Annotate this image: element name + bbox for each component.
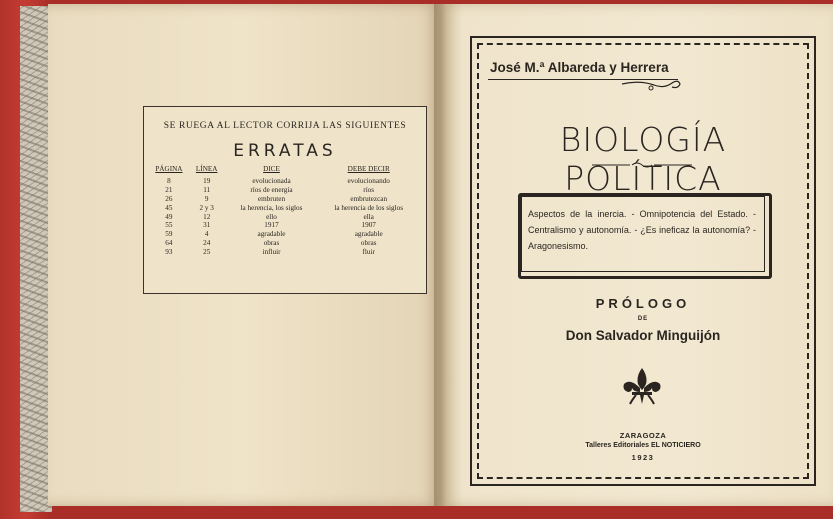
cell-dice: embruten bbox=[257, 194, 286, 203]
cell-pagina: 8 bbox=[167, 176, 171, 185]
fleur-de-lis-icon bbox=[620, 366, 664, 406]
cell-dice: evolucionada bbox=[252, 176, 291, 185]
cell-dice: obras bbox=[263, 239, 280, 248]
publisher-name: Talleres Editoriales EL NOTICIERO bbox=[585, 442, 701, 449]
cell-pagina: 45 bbox=[165, 203, 173, 212]
flourish-ornament bbox=[620, 76, 682, 94]
table-row bbox=[150, 239, 420, 248]
cell-pagina: 26 bbox=[165, 194, 173, 203]
cell-linea: 11 bbox=[203, 185, 211, 194]
cell-pagina: 93 bbox=[165, 248, 173, 257]
cell-dice: la herencia, los siglos bbox=[240, 203, 303, 212]
cell-dice: 1917 bbox=[264, 221, 279, 230]
cell-debe-decir: fluir bbox=[362, 248, 375, 257]
errata-table bbox=[150, 165, 420, 257]
col-header-debe-decir: DEBE DECIR bbox=[347, 165, 390, 173]
cell-pagina: 21 bbox=[165, 185, 173, 194]
book-title: BIOLOGÍA POLÍTICA bbox=[559, 120, 727, 198]
col-header-pagina: PÁGINA bbox=[155, 165, 183, 173]
cell-linea: 12 bbox=[203, 212, 211, 221]
table-row bbox=[150, 230, 420, 239]
cell-pagina: 59 bbox=[165, 230, 173, 239]
table-row bbox=[150, 186, 420, 195]
cell-debe-decir: agradable bbox=[354, 230, 383, 239]
book-gutter bbox=[434, 4, 446, 506]
cell-linea: 2 y 3 bbox=[199, 203, 214, 212]
prologue-label: PRÓLOGO bbox=[595, 296, 691, 311]
table-row bbox=[150, 195, 420, 204]
cell-linea: 9 bbox=[204, 194, 209, 203]
cell-linea: 24 bbox=[203, 239, 211, 248]
cell-pagina: 49 bbox=[165, 212, 173, 221]
errata-intro: SE RUEGA AL LECTOR CORRIJA LAS SIGUIENTES bbox=[163, 121, 407, 131]
errata-header-row bbox=[150, 165, 420, 177]
cell-debe-decir: 1907 bbox=[361, 221, 376, 230]
table-row bbox=[150, 248, 420, 257]
table-row bbox=[150, 221, 420, 230]
cell-linea: 31 bbox=[203, 221, 211, 230]
prologue-by: DE bbox=[637, 316, 649, 322]
cell-dice: influir bbox=[262, 248, 281, 257]
errata-slip bbox=[143, 106, 427, 294]
col-header-linea: LÍNEA bbox=[195, 165, 218, 173]
cell-debe-decir: embrutezcan bbox=[350, 194, 388, 203]
table-row bbox=[150, 204, 420, 213]
cell-debe-decir: ríos bbox=[363, 185, 375, 194]
contents-summary: Aspectos de la inercia. - Omnipotencia del Estado. - Centralismo y autonomía. - ¿Es ineficaz la autonomía? - Aragonesismo. bbox=[528, 209, 756, 251]
cell-linea: 19 bbox=[203, 176, 211, 185]
cell-dice: ello bbox=[266, 212, 277, 221]
cell-pagina: 55 bbox=[165, 221, 173, 230]
cell-debe-decir: obras bbox=[360, 239, 377, 248]
cell-linea: 4 bbox=[204, 230, 209, 239]
publication-city: ZARAGOZA bbox=[619, 431, 667, 440]
cell-pagina: 64 bbox=[165, 239, 173, 248]
table-row bbox=[150, 213, 420, 222]
col-header-dice: DICE bbox=[263, 165, 280, 173]
author-name: José M.ª Albareda y Herrera bbox=[490, 60, 669, 75]
title-divider bbox=[592, 160, 692, 170]
publication-year: 1923 bbox=[631, 453, 655, 462]
errata-title: ERRATAS bbox=[233, 141, 337, 161]
table-row bbox=[150, 177, 420, 186]
cell-linea: 25 bbox=[203, 248, 211, 257]
prologue-author: Don Salvador Minguijón bbox=[565, 328, 721, 343]
cell-debe-decir: evolucionando bbox=[347, 176, 390, 185]
cell-debe-decir: ella bbox=[363, 212, 374, 221]
cell-dice: agradable bbox=[257, 230, 286, 239]
cell-debe-decir: la herencia de los siglos bbox=[334, 203, 404, 212]
cell-dice: ríos de energía bbox=[250, 185, 293, 194]
